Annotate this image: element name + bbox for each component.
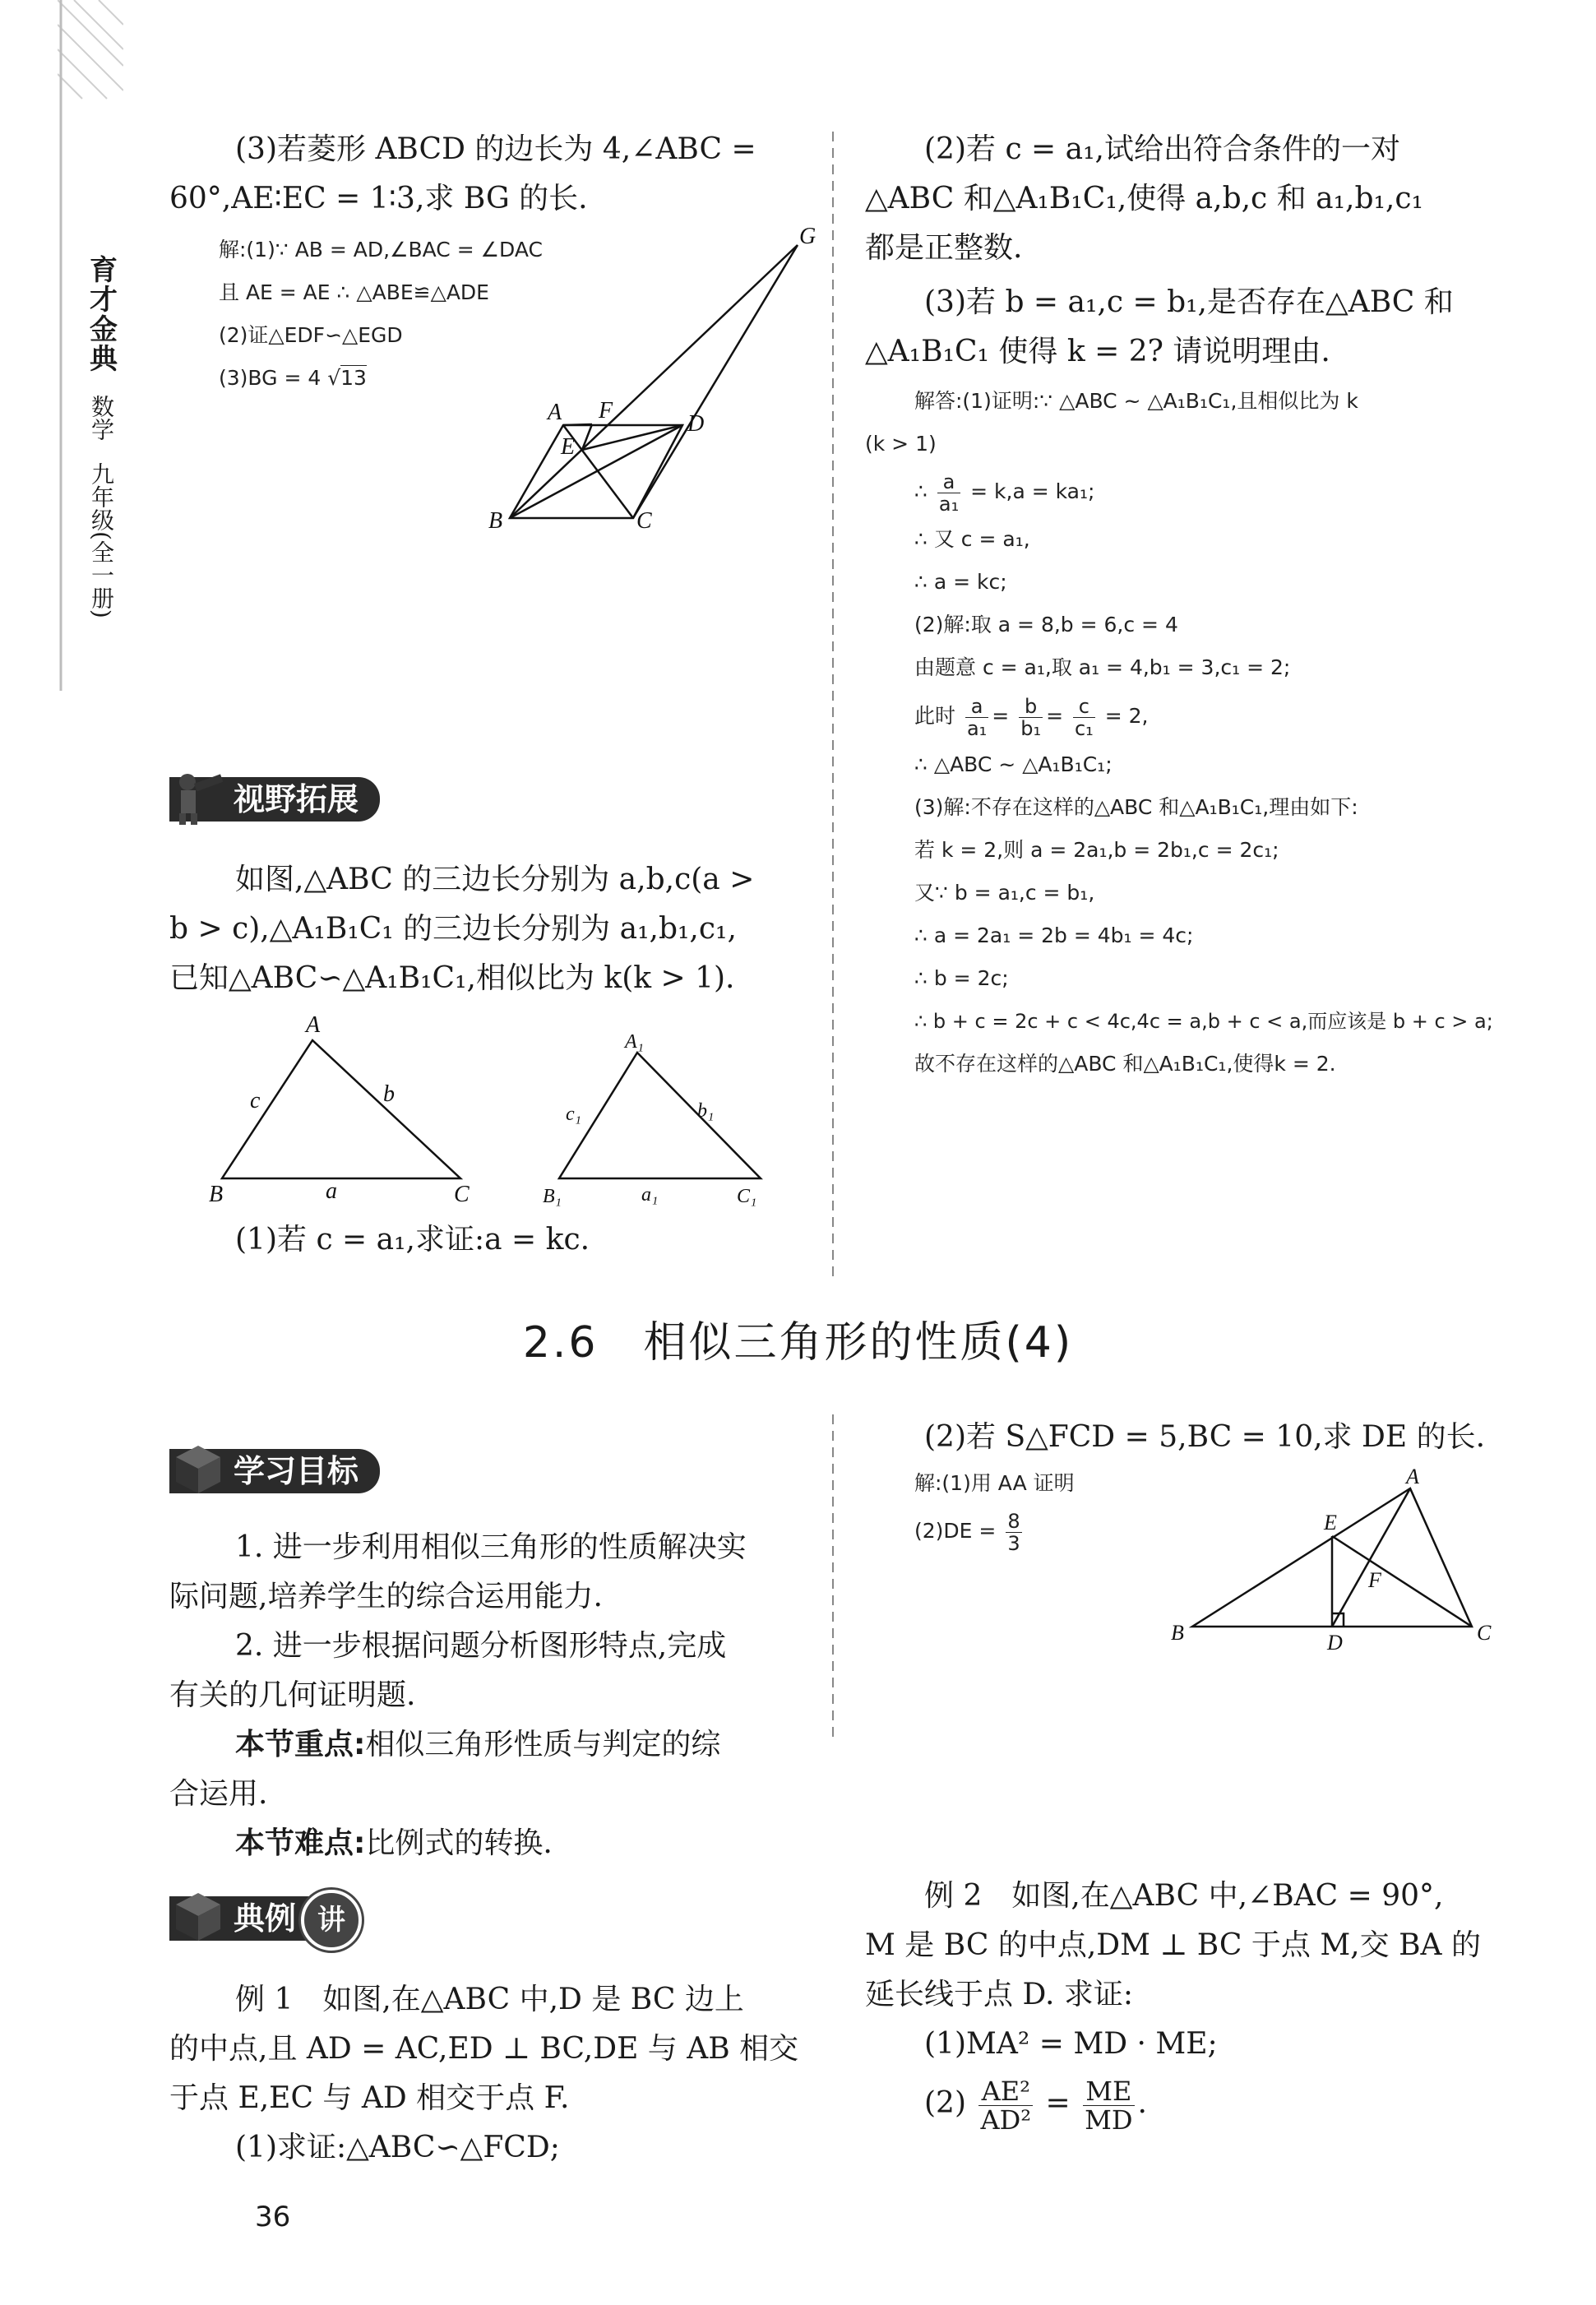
answer-8-pre: 此时	[914, 704, 956, 728]
answer-8-f3-num: c	[1073, 696, 1095, 718]
ex2-q2-f2-den: MD	[1085, 2104, 1133, 2136]
fig2-label-b: B	[209, 1182, 224, 1205]
examples-heading	[169, 1896, 354, 1941]
figure-triangle-abc	[197, 1007, 493, 1205]
fig3-label-side-b1: b₁	[697, 1100, 715, 1122]
answer-4: ∴ 又 c = a₁,	[914, 527, 1030, 551]
fig1-label-a: A	[548, 400, 562, 425]
fig4-label-a: A	[1406, 1465, 1419, 1488]
answer-11: 若 k = 2,则 a = 2a₁,b = 2b₁,c = 2c₁;	[914, 838, 1279, 862]
ex2-q2-f1-num: AE²	[978, 2077, 1033, 2106]
ex1-solution-2-fraction	[1006, 1511, 1021, 1554]
ex1-solution-2-num: 8	[1007, 1509, 1020, 1533]
ex2-q2-f1-den: AD²	[980, 2104, 1032, 2136]
key-point-line2: 合运用.	[169, 1777, 268, 1811]
sqrt-sign: √13	[327, 366, 367, 390]
goal1-line2: 际问题,培养学生的综合运用能力.	[169, 1580, 603, 1613]
ex2-q1: (1)MA² = MD · ME;	[924, 2027, 1218, 2061]
telescope-person-icon	[169, 769, 227, 826]
answer-8-post: = 2,	[1104, 704, 1149, 728]
answer-8-fraction-1	[965, 696, 988, 739]
ex1-line1: 例 1 如图,在△ABC 中,D 是 BC 边上	[235, 1983, 744, 2016]
ex2-line1: 例 2 如图,在△ABC 中,∠BAC = 90°,	[924, 1879, 1444, 1913]
answer-7: 由题意 c = a₁,取 a₁ = 4,b₁ = 3,c₁ = 2;	[914, 655, 1291, 679]
ex1-solution-2-den: 3	[1007, 1531, 1020, 1555]
answer-3-num: a	[937, 471, 960, 493]
answer-8-f3-den: c₁	[1074, 716, 1094, 740]
fig3-label-b1: B₁	[543, 1186, 562, 1207]
q2-line3: 都是正整数.	[865, 231, 1023, 265]
fig4-label-c: C	[1477, 1621, 1492, 1645]
examples-banner	[169, 1896, 354, 1941]
ex2-q2-fraction-2	[1083, 2077, 1134, 2134]
answer-15: ∴ b + c = 2c + c < 4c,4c = a,b + c < a,而应该是 b + c > a;	[914, 1010, 1493, 1033]
goals-heading	[169, 1449, 380, 1493]
solution-2: 且 AE = AE ∴ △ABE≌△ADE	[219, 280, 489, 304]
goal2-line1: 2. 进一步根据问题分析图形特点,完成	[235, 1629, 727, 1663]
fig2-label-side-a: a	[326, 1178, 337, 1204]
fig1-label-g: G	[799, 224, 817, 249]
ex2-q2-post: .	[1137, 2086, 1147, 2120]
answer-3	[865, 465, 1506, 518]
fig1-label-d: D	[687, 411, 705, 437]
key-point-line1	[169, 1720, 811, 1770]
example2-text	[865, 1872, 1506, 2138]
ex2-q2-f2-num: ME	[1083, 2077, 1134, 2106]
answer-16: 故不存在这样的△ABC 和△A₁B₁C₁,使得k = 2.	[914, 1052, 1336, 1076]
key-point-label: 本节重点:	[235, 1728, 366, 1761]
ex1-line2: 的中点,且 AD = AC,ED ⊥ BC,DE 与 AB 相交	[169, 2032, 799, 2066]
fig2-label-side-c: c	[250, 1088, 261, 1113]
ex2-q2-mid: =	[1045, 2086, 1071, 2120]
q3-line2: 60°,AE∶EC = 1∶3,求 BG 的长.	[169, 182, 588, 215]
fig2-label-side-b: b	[383, 1081, 395, 1107]
goal1-line1: 1. 进一步利用相似三角形的性质解决实	[235, 1530, 747, 1564]
cube-icon	[169, 1441, 227, 1498]
answer-9: ∴ △ABC ~ △A₁B₁C₁;	[914, 752, 1113, 776]
difficulty-label: 本节难点:	[235, 1826, 366, 1860]
column-divider-bottom	[830, 1414, 835, 1743]
vision-banner	[169, 777, 380, 822]
vision-title: 视野拓展	[234, 781, 359, 817]
fig4-label-f: F	[1368, 1568, 1381, 1592]
vision-line3: 已知△ABC∽△A₁B₁C₁,相似比为 k(k > 1).	[169, 961, 735, 995]
sqrt-value: 13	[340, 366, 367, 390]
answer-12: 又∵ b = a₁,c = b₁,	[914, 881, 1095, 905]
answer-8-f1-den: a₁	[966, 716, 988, 740]
vision-text	[169, 855, 811, 1003]
fig1-label-b: B	[488, 508, 503, 534]
vision-line1: 如图,△ABC 的三边长分别为 a,b,c(a >	[235, 863, 755, 896]
example1-text	[169, 1975, 811, 2173]
answer-3-post: = k,a = ka₁;	[970, 479, 1095, 503]
examples-title: 典例	[234, 1900, 297, 1937]
answer-5: ∴ a = kc;	[914, 570, 1007, 594]
vision-q1: (1)若 c = a₁,求证:a = kc.	[235, 1223, 590, 1257]
answer-3-pre: ∴	[914, 479, 928, 503]
figure-rhombus	[477, 222, 822, 551]
figure-triangle-a1b1c1	[526, 1028, 789, 1209]
ex1-solution-2-pre: (2)DE =	[914, 1519, 997, 1543]
fig2-label-c: C	[454, 1182, 470, 1205]
goals-title: 学习目标	[234, 1453, 359, 1489]
ex2-q2-pre: (2)	[924, 2086, 966, 2120]
fig4-label-d: D	[1327, 1631, 1343, 1655]
fig2-label-a: A	[306, 1012, 321, 1038]
key-point-text: 相似三角形性质与判定的综	[365, 1728, 721, 1761]
fig3-label-side-c1: c₁	[566, 1104, 581, 1125]
solution-1: 解:(1)∵ AB = AD,∠BAC = ∠DAC	[219, 238, 543, 262]
answer-1: 解答:(1)证明:∵ △ABC ~ △A₁B₁C₁,且相似比为 k	[914, 389, 1358, 413]
answer-8-f2-num: b	[1019, 696, 1043, 718]
answer-3-fraction	[937, 471, 960, 515]
sidebar	[81, 255, 122, 618]
answer-8-f2-den: b₁	[1020, 716, 1042, 740]
fig1-label-e: E	[561, 434, 576, 460]
q3-line1: (3)若菱形 ABCD 的边长为 4,∠ABC =	[235, 132, 756, 166]
sidebar-subject: 数学	[88, 395, 115, 441]
fig4-label-b: B	[1171, 1621, 1184, 1645]
figure-example1	[1159, 1464, 1505, 1661]
cube-icon-2	[169, 1888, 227, 1946]
fig4-label-e: E	[1324, 1511, 1337, 1534]
vision-heading	[169, 777, 380, 822]
rt-q3-line1: (3)若 b = a₁,c = b₁,是否存在△ABC 和	[924, 285, 1454, 319]
page-number: 36	[255, 2201, 291, 2233]
ex1-q1: (1)求证:△ABC∽△FCD;	[235, 2131, 560, 2164]
solution-3: (2)证△EDF∽△EGD	[219, 323, 403, 347]
right-top-block	[865, 125, 1506, 1085]
column-divider-top	[830, 132, 835, 1283]
answer-13: ∴ a = 2a₁ = 2b = 4b₁ = 4c;	[914, 923, 1194, 947]
sidebar-grade: 九年级(全一册)	[88, 462, 115, 618]
q2-line2: △ABC 和△A₁B₁C₁,使得 a,b,c 和 a₁,b₁,c₁	[865, 182, 1423, 215]
ex2-q2	[865, 2069, 1506, 2138]
goals-banner	[169, 1449, 380, 1493]
answer-14: ∴ b = 2c;	[914, 966, 1009, 990]
section-title: 2.6 相似三角形的性质(4)	[522, 1318, 1074, 1368]
answer-8: 此时 $\frac{a}{\text{a₁}}$ = $\frac{b}{\text{b₁}}$ = $\frac{c}{\text{c₁}}$ = 2,	[914, 694, 1149, 740]
goal2-line2: 有关的几何证明题.	[169, 1678, 416, 1712]
difficulty-text: 比例式的转换.	[365, 1826, 553, 1860]
answer-10: (3)解:不存在这样的△ABC 和△A₁B₁C₁,理由如下:	[914, 795, 1358, 819]
answer-6: (2)解:取 a = 8,b = 6,c = 4	[914, 613, 1178, 636]
rt-q3-line2: △A₁B₁C₁ 使得 k = 2? 请说明理由.	[865, 335, 1330, 368]
examples-badge: 讲	[301, 1890, 362, 1951]
ex1-line3: 于点 E,EC 与 AD 相交于点 F.	[169, 2081, 570, 2115]
answer-2: (k > 1)	[865, 432, 937, 456]
goals-text	[169, 1523, 811, 1868]
sidebar-brand: 育才金典	[84, 255, 118, 373]
vision-question1	[169, 1215, 811, 1265]
answer-8-f1-num: a	[965, 696, 988, 718]
answer-3-den: a₁	[938, 492, 960, 516]
ex1-solution-1: 解:(1)用 AA 证明	[914, 1471, 1075, 1495]
fig1-label-c: C	[636, 508, 652, 534]
fig3-label-c1: C₁	[737, 1186, 757, 1207]
vision-line2: b > c),△A₁B₁C₁ 的三边长分别为 a₁,b₁,c₁,	[169, 912, 737, 946]
q2-line1: (2)若 c = a₁,试给出符合条件的一对	[924, 132, 1400, 166]
ex1-q2: (2)若 S△FCD = 5,BC = 10,求 DE 的长.	[924, 1420, 1486, 1454]
fig3-label-side-a1: a₁	[641, 1184, 659, 1206]
solution-4-text: (3)BG = 4	[219, 366, 322, 390]
ex2-line2: M 是 BC 的中点,DM ⊥ BC 于点 M,交 BA 的	[865, 1928, 1481, 1962]
fig1-label-f: F	[599, 398, 613, 424]
difficulty-line	[169, 1819, 811, 1868]
ex2-q2-fraction-1	[978, 2077, 1033, 2134]
answer-8-fraction-3	[1073, 696, 1095, 739]
answer-8-fraction-2	[1019, 696, 1043, 739]
ex2-line3: 延长线于点 D. 求证:	[865, 1978, 1134, 2011]
fig3-label-a1: A₁	[625, 1031, 645, 1053]
